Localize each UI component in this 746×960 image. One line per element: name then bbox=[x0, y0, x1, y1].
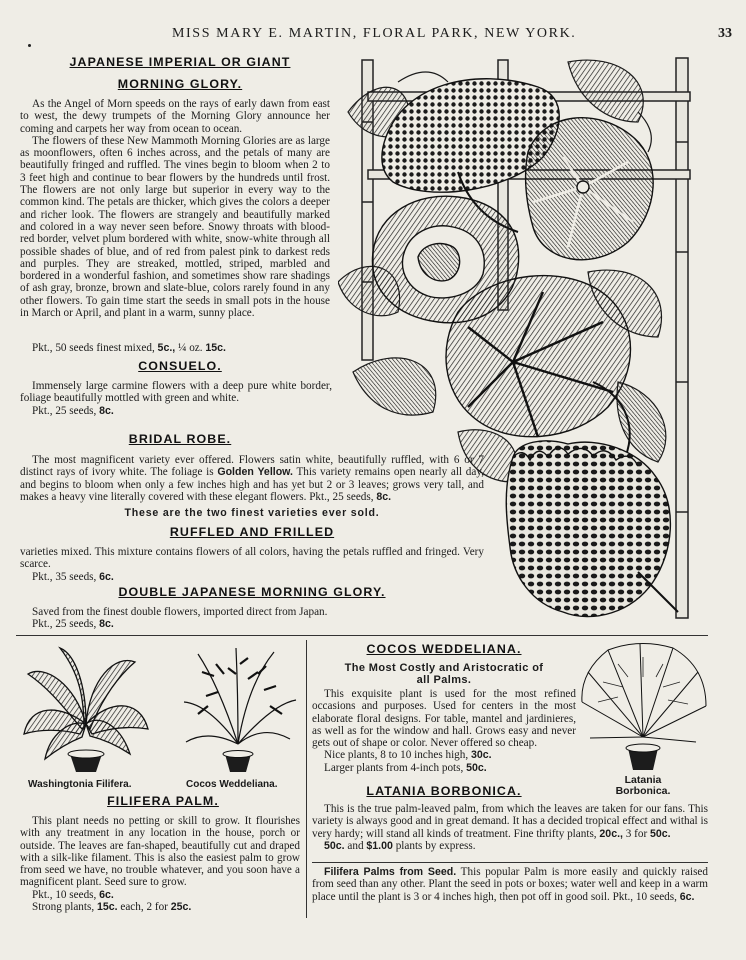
morning-glory-description bbox=[20, 98, 330, 319]
morning-glory-intro: As the Angel of Morn speeds on the rays of early dawn from east to west, the dewy trumpets of the Morning Glory announce her coming and carpets her way from ocean to ocean. bbox=[20, 98, 330, 135]
column-divider bbox=[306, 640, 307, 918]
ruffled-frilled-heading: RUFFLED AND FRILLED bbox=[169, 525, 335, 539]
morning-glory-details: The flowers of these New Mammoth Morning Glories are as large as moonflowers, often 6 inches across, and the petals of many are beautifully fringed and ruffled. The vines begin to bloom when 2 to 3 feet high and continue to bear flowers by the hundreds until frost. The flowers are not only large but superior in every way to the common kind. The petals are thicker, which gives the colors a deeper and richer look. The flowers are strangely and beautifully marked and colored in a way never seen before. Snowy throats with blood-red border, velvet plum bordered with white, snow-white through all possible shades of blue, and of red from palest pink to darkest reds and purples. They are streaked, mottled, striped, marbled and bordered in a wonderful fashion, and sometimes show rare shadings of ash gray, bronze, brown and slate-blue, colors rarely found in any other flowers. To gain time start the seeds in small pots in the house in March or April, and plant in a warm, sunny place. bbox=[20, 134, 330, 320]
dark-flower-right bbox=[526, 118, 654, 260]
morning-glory-heading: JAPANESE IMPERIAL OR GIANT bbox=[69, 55, 291, 69]
page-number: 33 bbox=[718, 26, 732, 41]
printer-dot bbox=[28, 44, 31, 47]
latania-text: This is the true palm-leaved palm, from which the leaves are taken for our fans. This variety is always good and in great demand. It has a decided tropical effect and withal is very hardy; will stand all kinds of treatment. Fine thrifty plants, 20c., 3 for 50c. 50c. and $1.00 plants by express. bbox=[312, 803, 708, 852]
catalog-header-title: MISS MARY E. MARTIN, FLORAL PARK, NEW YORK. bbox=[172, 26, 577, 41]
cocos-palm-illustration bbox=[178, 644, 300, 776]
washingtonia-caption: Washingtonia Filifera. bbox=[28, 779, 132, 790]
washingtonia-palm-illustration bbox=[20, 644, 152, 776]
ruffled-spotted-flower-bottom bbox=[506, 441, 678, 617]
bridal-robe-heading: BRIDAL ROBE. bbox=[128, 432, 232, 446]
cocos-text: This exquisite plant is used for the most refined occasions and purposes. Used for centers in the most elaborate floral designs. For table, mantel and jardinieres, as well as for the window and hall. Grows easy and never gets out of shape or color. Never offered so cheap. Nice plants, 8 to 10 inches high, 30c. Larger plants from 4-inch pots, 50c. bbox=[312, 688, 576, 774]
filifera-heading: FILIFERA PALM. bbox=[107, 794, 219, 808]
bridal-robe-text: The most magnificent variety ever offered. Flowers satin white, beautifully ruffled, with 6 or 7 distinct rays of ivory white. The foliage is Golden Yellow. This variety remains open nearly all day, and begins to bloom when only a few inches high and has yet but 2 or 3 leaves; grows very tall, and makes a heavy vine literally covered with these elegant flowers. Pkt., 25 seeds, 8c. bbox=[20, 454, 485, 503]
consuelo-heading: CONSUELO. bbox=[138, 359, 222, 373]
filifera-seed-divider bbox=[312, 862, 708, 863]
cocos-heading: COCOS WEDDELIANA. bbox=[366, 642, 522, 656]
filifera-text: This plant needs no petting or skill to grow. It flourishes with any treatment in any location in the house, porch or outside. The leaves are fan-shaped, beautifully cut and draped with a silk-like filament. This is also the easiest palm to grow from seed we have, no trouble whatever, and you soon have a magnificent plant. Seed sure to grow. Pkt., 10 seeds, 6c. Strong plants, 15c. each, 2 for 25c. bbox=[20, 815, 300, 914]
double-japanese-heading: DOUBLE JAPANESE MORNING GLORY. bbox=[118, 585, 386, 599]
consuelo-text: Immensely large carmine flowers with a deep pure white border, foliage beautifully mottled with green and white. Pkt., 25 seeds, 8c. bbox=[20, 380, 332, 417]
morning-glory-subheading: MORNING GLORY. bbox=[117, 77, 243, 91]
latania-palm-illustration bbox=[578, 642, 708, 776]
cocos-caption: Cocos Weddeliana. bbox=[186, 779, 278, 790]
ruffled-frilled-text: varieties mixed. This mixture contains flowers of all colors, having the petals ruffled and fringed. Very scarce. Pkt., 35 seeds, 6c. bbox=[20, 546, 484, 583]
morning-glory-engraving bbox=[338, 52, 700, 626]
section-divider bbox=[16, 635, 708, 636]
page-header bbox=[0, 26, 746, 48]
cocos-subheading: The Most Costly and Aristocratic of all Palms. bbox=[344, 662, 544, 686]
filifera-seed-text: Filifera Palms from Seed. This popular Palm is more easily and quickly raised from seed than any other. Plant the seed in pots or boxes; water well and keep in a warm place until the plant is 3 or 4 inches high, then pot off in good soil. Pkt., 10 seeds, 6c. bbox=[312, 866, 708, 903]
latania-heading: LATANIA BORBONICA. bbox=[366, 784, 522, 798]
finest-varieties-note: These are the two finest varieties ever sold. bbox=[124, 507, 380, 519]
morning-glory-price: Pkt., 50 seeds finest mixed, 5c., ¼ oz. 15c. bbox=[32, 342, 226, 354]
double-japanese-text: Saved from the finest double flowers, imported direct from Japan. Pkt., 25 seeds, 8c. bbox=[32, 606, 328, 631]
latania-caption: Latania Borbonica. bbox=[615, 774, 671, 797]
